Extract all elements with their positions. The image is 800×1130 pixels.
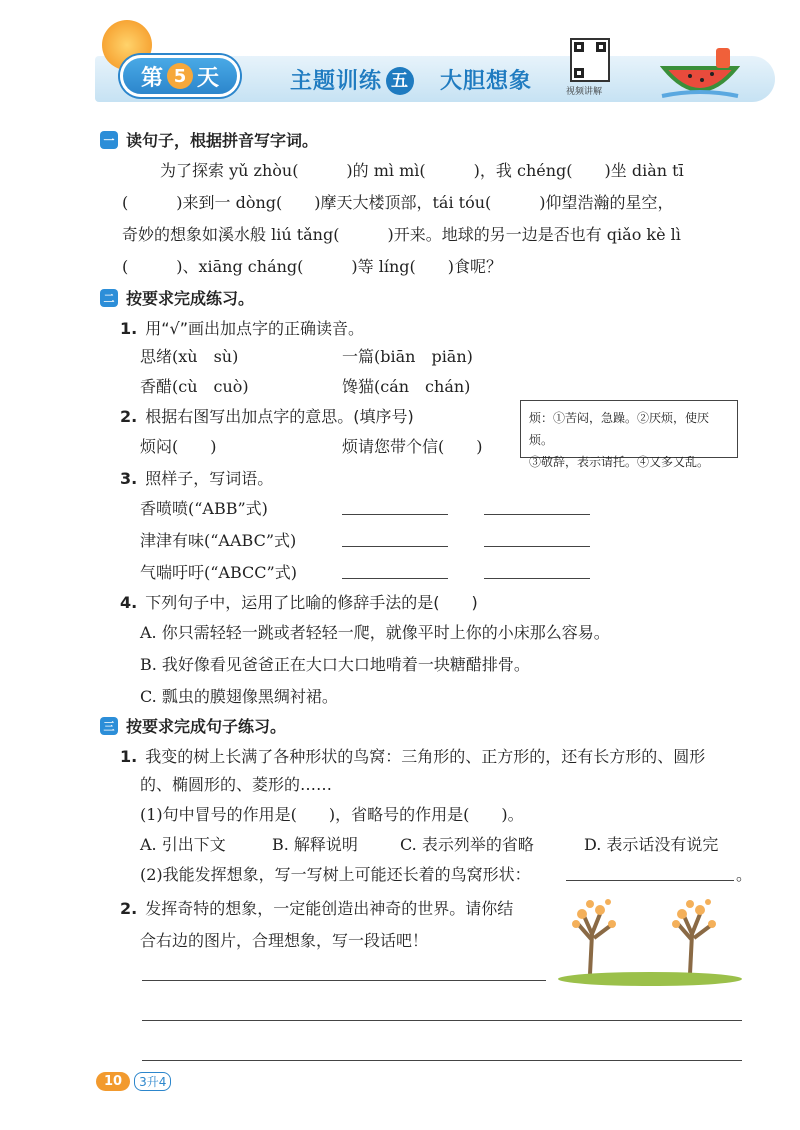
grade-label: 3升4 xyxy=(134,1072,171,1091)
s2-q1-text: 用“√”画出加点字的正确读音。 xyxy=(145,319,364,338)
section3-title: 按要求完成句子练习。 xyxy=(126,717,287,736)
s3-q1-num: 1. xyxy=(120,747,138,766)
qr-label: 视频讲解 xyxy=(566,87,603,97)
answer-line[interactable] xyxy=(484,578,590,579)
s2-q1-num: 1. xyxy=(120,319,138,338)
s3-q1-line-2: 的、椭圆形的、菱形的…… xyxy=(140,775,333,794)
s2-q4-num: 4. xyxy=(120,593,138,612)
section1-heading xyxy=(100,128,318,151)
s3-q1 xyxy=(120,744,705,767)
s3-q2-num: 2. xyxy=(120,899,138,918)
section1-title: 读句子，根据拼音写字词。 xyxy=(126,131,319,150)
answer-line[interactable] xyxy=(566,880,734,881)
s2-q3-num: 3. xyxy=(120,469,138,488)
s2-q1-item-1: 思绪(xù sù) xyxy=(140,347,239,366)
section3-heading xyxy=(100,714,286,737)
s3-q2 xyxy=(120,896,513,919)
s3-q1-option-d: D. 表示话没有说完 xyxy=(584,835,719,854)
answer-line[interactable] xyxy=(342,546,448,547)
s3-q1-sub-2-end: 。 xyxy=(736,865,753,884)
qr-code-icon[interactable] xyxy=(570,38,610,82)
s3-q1-option-c: C. 表示列举的省略 xyxy=(400,835,534,854)
page-number: 10 xyxy=(96,1072,130,1091)
page-footer xyxy=(96,1072,171,1091)
s2-q2 xyxy=(120,404,414,427)
tree-illustration-right xyxy=(664,894,724,974)
section1-icon: 一 xyxy=(100,131,118,149)
s2-q1 xyxy=(120,316,364,339)
s2-q2-num: 2. xyxy=(120,407,138,426)
section3-icon: 三 xyxy=(100,717,118,735)
s2-q4 xyxy=(120,590,478,613)
day-number: 5 xyxy=(167,63,193,89)
header-banner xyxy=(0,0,800,104)
s2-q4-text: 下列句子中，运用了比喻的修辞手法的是( ) xyxy=(145,593,478,612)
s2-q4-option-c: C. 瓢虫的膜翅像黑绸衬裙。 xyxy=(140,687,338,706)
grass-illustration xyxy=(558,972,742,986)
day-prefix: 第 xyxy=(140,65,163,91)
watermelon-icon xyxy=(660,48,740,100)
s3-q2-line-2: 合右边的图片，合理想象，写一段话吧！ xyxy=(140,931,429,950)
answer-line[interactable] xyxy=(342,578,448,579)
s1-line-2: ( )来到一 dòng( )摩天大楼顶部，tái tóu( )仰望浩瀚的星空， xyxy=(122,193,674,212)
s2-q2-text: 根据右图写出加点字的意思。(填序号) xyxy=(145,407,414,426)
answer-line[interactable] xyxy=(342,514,448,515)
s2-q4-option-a: A. 你只需轻轻一跳或者轻轻一爬，就像平时上你的小床那么容易。 xyxy=(140,623,610,642)
dict-line-1: 烦：①苦闷，急躁。②厌烦，使厌烦。 xyxy=(529,411,710,447)
theme-label: 主题训练 xyxy=(290,69,383,94)
answer-line[interactable] xyxy=(484,514,590,515)
s1-line-3: 奇妙的想象如溪水般 liú tǎng( )开来。地球的另一边是否也有 qiǎo kè lì xyxy=(122,225,681,244)
s3-q1-option-b: B. 解释说明 xyxy=(272,835,358,854)
s2-q1-item-4: 馋猫(cán chán) xyxy=(342,377,471,396)
s3-q2-line-1: 发挥奇特的想象，一定能创造出神奇的世界。请你结 xyxy=(145,899,514,918)
theme-subtitle: 大胆想象 xyxy=(440,69,533,94)
theme-number: 五 xyxy=(386,67,414,95)
dict-line-2: ③敬辞，表示请托。④又多又乱。 xyxy=(529,455,710,469)
s3-q1-sub-1: (1)句中冒号的作用是( )，省略号的作用是( )。 xyxy=(140,805,524,824)
s2-q2-item-2: 烦请您带个信( ) xyxy=(342,437,483,456)
section2-heading xyxy=(100,286,254,309)
s3-q1-sub-2: (2)我能发挥想象，写一写树上可能还长着的鸟窝形状： xyxy=(140,865,531,884)
s3-q1-option-a: A. 引出下文 xyxy=(140,835,226,854)
s1-line-1: 为了探索 yǔ zhòu( )的 mì mì( )，我 chéng( )坐 diàn tī xyxy=(160,161,684,180)
day-suffix: 天 xyxy=(197,65,220,91)
s2-q2-item-1: 烦闷( ) xyxy=(140,437,217,456)
dictionary-box xyxy=(520,400,738,469)
s3-q1-line-1: 我变的树上长满了各种形状的鸟窝：三角形的、正方形的，还有长方形的、圆形 xyxy=(145,747,706,766)
s1-line-4: ( )、xiāng cháng( )等 líng( )食呢？ xyxy=(122,257,502,276)
tree-illustration-left xyxy=(564,894,624,974)
s2-q1-item-3: 香醋(cù cuò) xyxy=(140,377,249,396)
s2-q3-item-3: 气喘吁吁(“ABCC”式) xyxy=(140,563,297,582)
page-title xyxy=(290,64,532,95)
s2-q3-text: 照样子，写词语。 xyxy=(145,469,274,488)
s2-q4-option-b: B. 我好像看见爸爸正在大口大口地啃着一块糖醋排骨。 xyxy=(140,655,530,674)
s2-q3 xyxy=(120,466,273,489)
writing-line[interactable] xyxy=(142,1020,742,1021)
s2-q3-item-1: 香喷喷(“ABB”式) xyxy=(140,499,268,518)
section2-title: 按要求完成练习。 xyxy=(126,289,255,308)
section2-icon: 二 xyxy=(100,289,118,307)
s2-q1-item-2: 一篇(biān piān) xyxy=(342,347,473,366)
answer-line[interactable] xyxy=(484,546,590,547)
s2-q3-item-2: 津津有味(“AABC”式) xyxy=(140,531,297,550)
writing-line[interactable] xyxy=(142,1060,742,1061)
writing-line[interactable] xyxy=(142,980,546,981)
day-badge xyxy=(120,55,240,97)
